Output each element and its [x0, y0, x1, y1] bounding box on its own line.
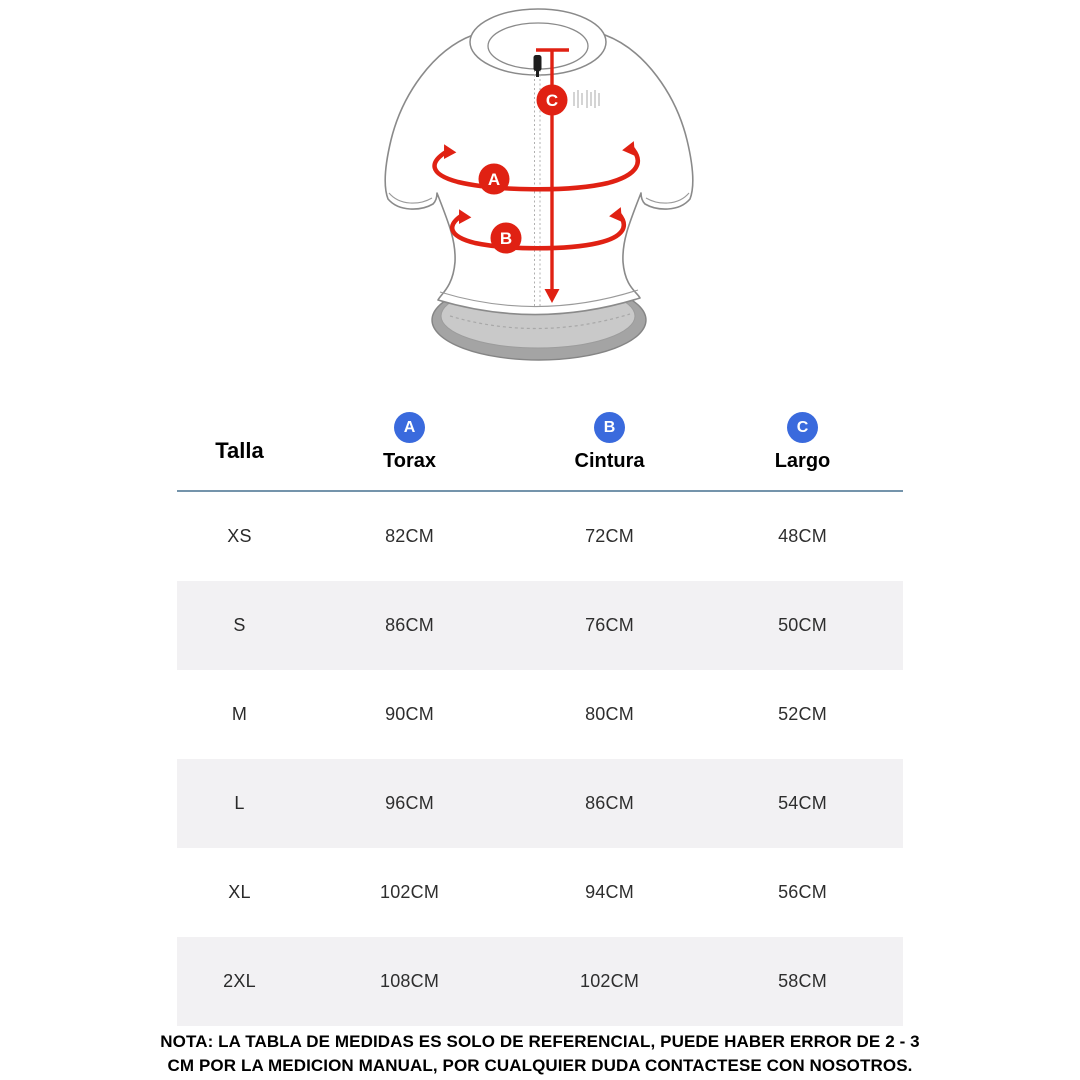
jersey-illustration	[360, 0, 720, 372]
badge-a-label: A	[403, 418, 416, 436]
cintura-value: 86CM	[585, 793, 634, 813]
zipper-pull-tab	[536, 71, 539, 77]
torax-value: 108CM	[379, 971, 440, 991]
cintura-column-header: Cintura	[574, 450, 645, 472]
badge-c-letter: C	[545, 91, 559, 110]
torax-value: 96CM	[385, 793, 434, 813]
size-label: M	[231, 704, 248, 724]
header-torax-column	[302, 400, 517, 490]
largo-value: 54CM	[778, 793, 827, 813]
table-row-2xl	[177, 937, 903, 1026]
cintura-value: 94CM	[585, 882, 634, 902]
size-label: XL	[228, 882, 251, 902]
cintura-value: 102CM	[579, 971, 640, 991]
header-cintura-column	[517, 400, 702, 490]
badge-b-blue	[594, 412, 625, 443]
header-size-column	[177, 400, 302, 490]
torax-column-header: Torax	[383, 450, 436, 472]
size-column-header: Talla	[215, 438, 264, 463]
torax-value: 90CM	[385, 704, 434, 724]
zipper-pull	[534, 55, 542, 71]
size-label: XS	[227, 526, 252, 546]
largo-value: 50CM	[778, 615, 827, 635]
size-label: S	[233, 615, 246, 635]
cintura-value: 76CM	[585, 615, 634, 635]
size-label: 2XL	[223, 971, 256, 991]
table-header-row	[177, 400, 903, 490]
cintura-value: 80CM	[585, 704, 634, 724]
torax-value: 86CM	[385, 615, 434, 635]
largo-value: 56CM	[778, 882, 827, 902]
largo-value: 58CM	[778, 971, 827, 991]
header-largo-column	[702, 400, 903, 490]
table-row-l	[177, 759, 903, 848]
largo-column-header: Largo	[774, 450, 831, 472]
largo-value: 52CM	[778, 704, 827, 724]
table-row-m	[177, 670, 903, 759]
badge-a-blue	[394, 412, 425, 443]
note-section	[0, 1030, 1080, 1078]
barcode-mark	[574, 90, 599, 108]
size-label: L	[234, 793, 245, 813]
badge-c-blue	[787, 412, 818, 443]
table-row-xl	[177, 848, 903, 937]
size-table	[177, 400, 903, 1026]
table-row-xs	[177, 492, 903, 581]
table-row-s	[177, 581, 903, 670]
cintura-value: 72CM	[585, 526, 634, 546]
jersey-diagram-svg	[360, 0, 720, 372]
badge-b-label: B	[603, 418, 616, 436]
badge-a-letter: A	[487, 170, 501, 189]
torax-value: 102CM	[379, 882, 440, 902]
badge-c-label: C	[796, 418, 809, 436]
largo-value: 48CM	[778, 526, 827, 546]
disclaimer-note: NOTA: LA TABLA DE MEDIDAS ES SOLO DE REFERENCIAL, PUEDE HABER ERROR DE 2 - 3 CM POR LA MEDICION MANUAL, POR CUALQUIER DUDA CONTACTESE CON NOSOTROS.	[160, 1032, 920, 1075]
badge-b-letter: B	[499, 229, 513, 248]
torax-value: 82CM	[385, 526, 434, 546]
